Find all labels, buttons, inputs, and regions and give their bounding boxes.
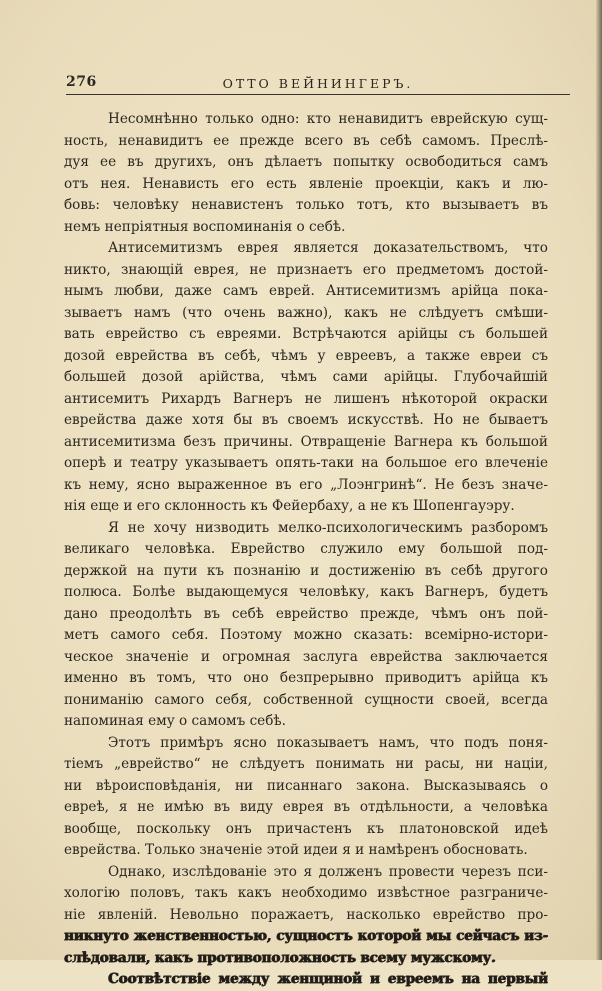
text-line: отъ нея. Ненависть его есть явленіе проекціи, какъ и лю- (64, 175, 548, 192)
text-line: дозой еврейства въ себѣ, чѣмъ у евреевъ, а также евреи съ (64, 347, 548, 364)
text-line: хологію половъ, такъ какъ необходимо извѣстное разграниче- (64, 885, 548, 901)
text-line: евреѣ, я не имѣю въ виду еврея въ отдѣльности, а человѣка (64, 799, 548, 815)
text-line: дуя ее въ другихъ, онъ дѣлаетъ попытку освободиться самъ (64, 154, 548, 170)
text-line: напоминая ему о самомъ себѣ. (64, 713, 286, 729)
text-line: нымъ любви, даже самъ еврей. Антисемитизмъ арійца пока- (64, 283, 548, 299)
text-line: Соотвѣтствіе между женщиной и евреемъ на первый (108, 971, 548, 987)
paragraph (64, 733, 548, 862)
text-line: никто, знающій еврея, не признаетъ его предметомъ достой- (64, 261, 548, 278)
text-line: Несомнѣнно только одно: кто ненавидитъ еврейскую сущ- (108, 111, 548, 127)
text-line: антисемитъ Рихардъ Вагнеръ не лишенъ нѣкоторой окраски (64, 390, 548, 407)
text-line: еврейства даже хотя бы въ своемъ искусствѣ. Но не бываетъ (64, 412, 548, 428)
text-line: полюса. Болѣе выдающемуся человѣку, какъ Вагнеръ, будетъ (64, 584, 548, 600)
text-line: ніе явленій. Невольно поражаетъ, насколько еврейство про- (64, 906, 548, 923)
text-line: тіемъ „еврейство“ не слѣдуетъ понимать ни расы, ни націи, (64, 756, 548, 772)
page-number: 276 (66, 74, 97, 90)
text-line: зываетъ намъ (что очень важно), какъ не слѣдуетъ смѣши- (64, 304, 548, 321)
paragraph (64, 238, 548, 518)
page-header (66, 72, 570, 95)
text-line: именно въ томъ, что оно безпрерывно приводитъ арійца къ (64, 670, 548, 686)
paragraph (64, 969, 548, 991)
text-line: большей дозой арійства, чѣмъ сами арійцы. Глубочайшій (64, 369, 548, 385)
text-line: Я не хочу низводить мелко-психологическимъ разборомъ (108, 519, 548, 536)
text-line: немъ непріятныя воспоминанія о себѣ. (64, 218, 346, 235)
text-line: метъ самого себя. Поэтому можно сказать: всемірно-истори- (64, 627, 548, 643)
text-line: ность, ненавидитъ ее прежде всего въ себѣ самомъ. Преслѣ- (64, 132, 548, 149)
text-line: антисемитизма безъ причины. Отвращеніе Вагнера къ большой (64, 433, 548, 450)
text-line: никнуто женственностью, сущностъ которой мы сейчасъ из- (64, 928, 548, 944)
text-line: ческое значеніе и огромная заслуга еврейства заключается (64, 648, 548, 665)
paragraph (64, 862, 548, 970)
text-line: оперѣ и театру указываетъ опять-таки на большое его влеченіе (64, 455, 548, 471)
text-line: слѣдовали, какъ противоположность всему мужскому. (64, 949, 496, 966)
text-line: нія еще и его склонность къ Фейербаху, а не къ Шопенгауэру. (64, 498, 515, 514)
text-line: пониманію самого себя, собственной сущности своей, всегда (64, 691, 548, 708)
text-line: держкой на пути къ познанію и достиженію въ себѣ другого (64, 562, 548, 579)
paragraph (64, 518, 548, 733)
text-line: вообще, поскольку онъ причастенъ къ платоновской идеѣ (64, 820, 548, 837)
running-head: ОТТО ВЕЙНИНГЕРЪ. (222, 76, 414, 91)
text-line: бовь: человѣку ненавистенъ только тотъ, кто вызываетъ въ (64, 197, 548, 213)
text-line: ни вѣроисповѣданія, ни писаннаго закона. Высказываясь о (64, 777, 548, 794)
text-line: Однако, изслѣдованіе это я долженъ провести черезъ пси- (108, 863, 548, 880)
text-line: еврейства. Только значеніе этой идеи я и намѣренъ обосновать. (64, 842, 528, 858)
text-line: вать еврейство съ евреями. Встрѣчаются арійцы съ большей (64, 326, 548, 342)
page-edge-shadow (596, 0, 602, 960)
paragraph (64, 109, 548, 238)
text-line: Этотъ примѣръ ясно показываетъ намъ, что подъ поня- (108, 734, 548, 751)
text-line: дано преодолѣть въ себѣ еврейство прежде, чѣмъ онъ пой- (64, 605, 548, 622)
text-line: къ нему, ясно выраженное въ его „Лоэнгринѣ“. Не безъ значе- (64, 476, 548, 493)
body-text (64, 109, 548, 991)
text-line: великаго человѣка. Еврейство служило ему большой под- (64, 541, 548, 557)
text-line: Антисемитизмъ еврея является доказательствомъ, что (108, 240, 548, 256)
